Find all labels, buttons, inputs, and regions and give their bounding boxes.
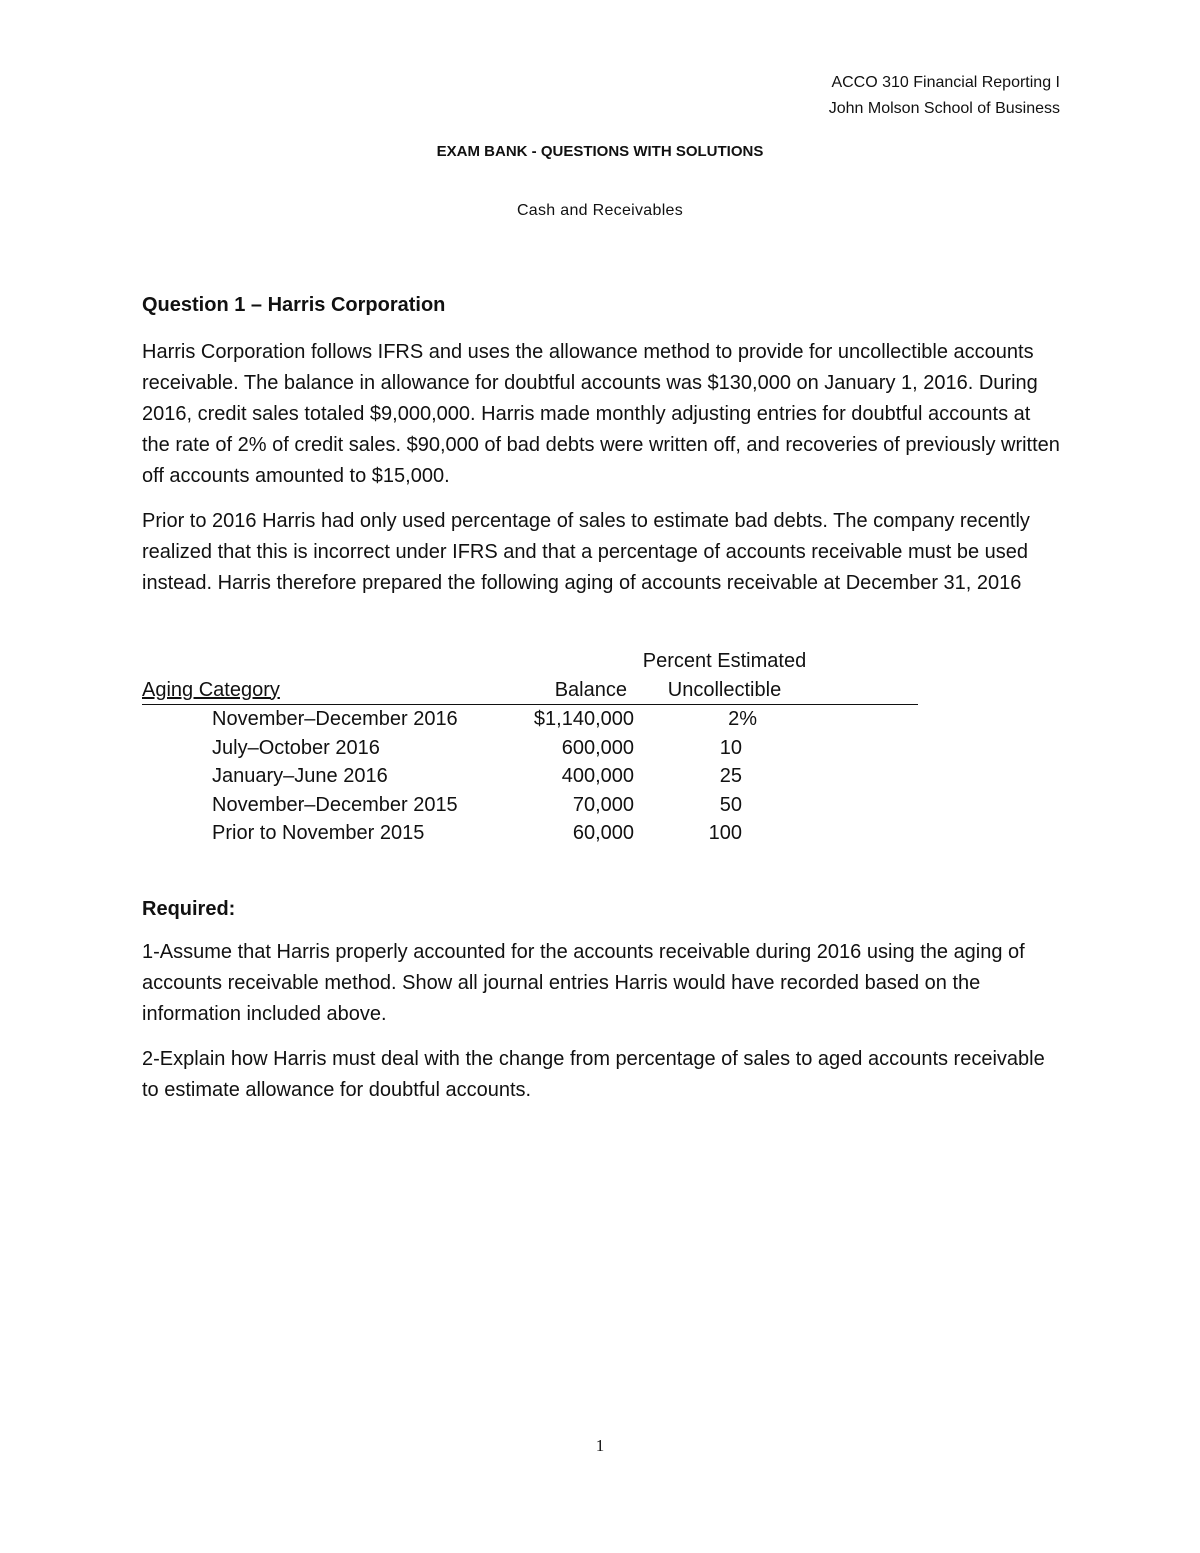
table-row: [142, 734, 918, 763]
table-row: [142, 791, 918, 820]
row-category: November–December 2015: [212, 793, 458, 816]
row-percent: 25: [719, 765, 742, 787]
question-heading: Question 1 – Harris Corporation: [142, 294, 446, 316]
question-section: [142, 290, 1062, 613]
required-section: [142, 894, 1062, 1120]
row-category: July–October 2016: [212, 736, 380, 759]
page-number: 1: [595, 1436, 605, 1455]
question-paragraph-1: Harris Corporation follows IFRS and uses the allowance method to provide for uncollectible accounts receivable. The balance in allowance for doubtful accounts was $130,000 on January 1, 2016. During 2016, credit sales totaled $9,000,000. Harris made monthly adjusting entries for doubtful accounts at the rate of 2% of credit sales. $90,000 of bad debts were written off, and recoveries of previously written off accounts amounted to $15,000.: [142, 341, 1060, 487]
row-category: January–June 2016: [212, 765, 388, 787]
row-category: Prior to November 2015: [212, 822, 425, 844]
header-percent: [632, 647, 817, 704]
header-percent-line1: Percent Estimated: [642, 650, 807, 672]
header-aging-category: Aging Category: [142, 678, 280, 701]
aging-table-header: [142, 648, 918, 705]
header-percent-line2: Uncollectible: [667, 678, 782, 701]
row-category: November–December 2016: [212, 708, 458, 730]
row-balance: 70,000: [572, 793, 634, 816]
aging-table: [142, 648, 918, 848]
row-balance: 600,000: [561, 736, 634, 759]
table-row: [142, 819, 918, 848]
row-percent: 50: [719, 793, 742, 816]
course-name: ACCO 310 Financial Reporting I: [831, 74, 1060, 91]
required-heading: Required:: [142, 898, 236, 920]
school-name: John Molson School of Business: [828, 100, 1060, 117]
row-balance: 400,000: [561, 765, 634, 787]
header-balance: Balance: [554, 678, 627, 701]
table-row: [142, 705, 918, 734]
row-balance: 60,000: [572, 822, 634, 844]
row-percent: 10: [719, 736, 742, 759]
row-percent: 2%: [728, 708, 757, 730]
table-row: [142, 762, 918, 791]
row-balance: $1,140,000: [533, 708, 634, 730]
document-subtitle: Cash and Receivables: [516, 202, 684, 219]
document-title: EXAM BANK - QUESTIONS WITH SOLUTIONS: [436, 143, 764, 160]
row-percent: 100: [708, 822, 742, 844]
required-item-2: 2-Explain how Harris must deal with the change from percentage of sales to aged accounts receivable to estimate allowance for doubtful accounts.: [142, 1048, 1045, 1101]
required-item-1: 1-Assume that Harris properly accounted for the accounts receivable during 2016 using the aging of accounts receivable method. Show all journal entries Harris would have recorded based on the information included above.: [142, 941, 1025, 1025]
question-paragraph-2: Prior to 2016 Harris had only used percentage of sales to estimate bad debts. The company recently realized that this is incorrect under IFRS and that a percentage of accounts receivable must be used instead. Harris therefore prepared the following aging of accounts receivable at December 31, 2016: [142, 510, 1030, 594]
page-header: [829, 70, 1060, 122]
